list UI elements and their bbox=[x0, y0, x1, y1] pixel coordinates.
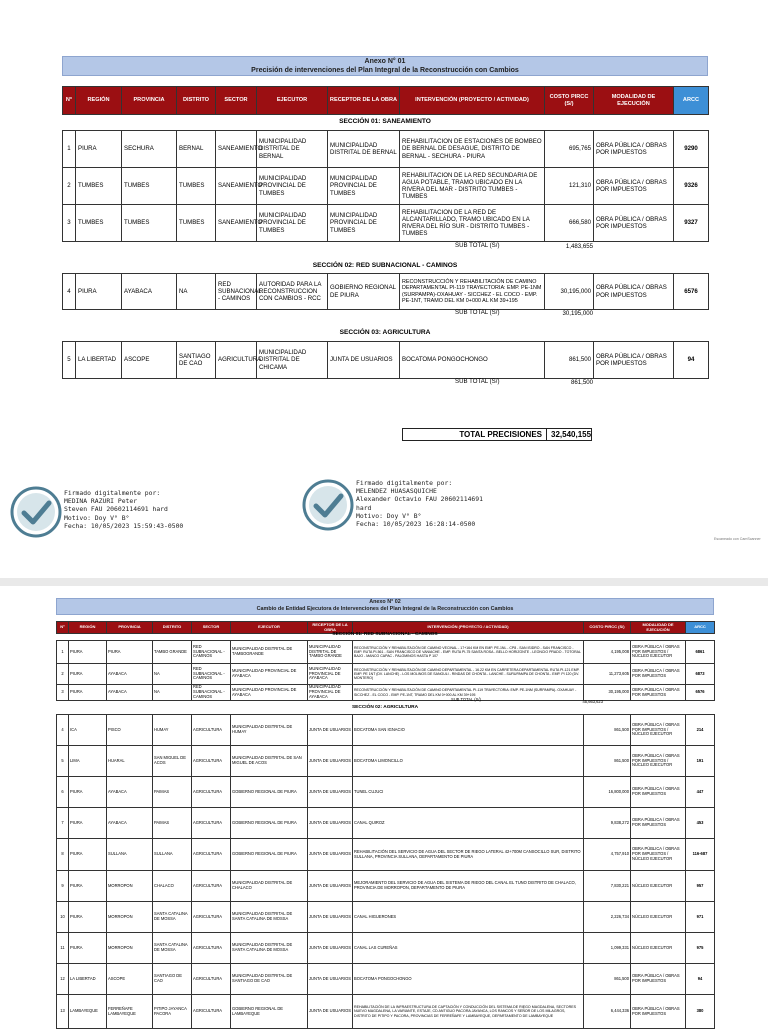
section-title: SECCIÓN 01: SANEAMIENTO bbox=[339, 118, 431, 125]
section-01-table bbox=[62, 130, 709, 242]
row-region: PIURA bbox=[69, 777, 107, 808]
row-provincia: AYABACA bbox=[107, 777, 153, 808]
table-row bbox=[57, 808, 715, 839]
col-header-num: N° bbox=[57, 622, 69, 634]
row-ejecutor: GOBIERNO REGIONAL DE PIURA bbox=[231, 839, 308, 871]
row-intervencion: REHABILITACIÓN DEL SERVICIO DE AGUA DEL SECTOR DE RIEGO LATERAL 42+700M CANSOCILLO SUR, DISTRITO SULLANA, PROVINCIA SULLANA, DEPARTAMENTO DE PIURA bbox=[353, 839, 584, 871]
row-receptor: MUNICIPALIDAD DISTRITAL DE TAMBO GRANDE bbox=[308, 641, 353, 664]
row-num: 8 bbox=[57, 839, 69, 871]
col-header-intervencion: INTERVENCIÓN (PROYECTO / ACTIVIDAD) bbox=[353, 622, 584, 634]
row-ejecutor: MUNICIPALIDAD DISTRITAL DE SAN MIGUEL DE ACOS bbox=[231, 746, 308, 777]
row-provincia: MORROPON bbox=[107, 933, 153, 964]
col-header-provincia: PROVINCIA bbox=[107, 622, 153, 634]
row-costo: 861,500 bbox=[584, 746, 631, 777]
row-receptor: JUNTA DE USUARIOS bbox=[308, 777, 353, 808]
row-distrito: TUMBES bbox=[177, 168, 216, 205]
row-region: PIURA bbox=[69, 871, 107, 902]
row-provincia: FERREÑAFE LAMBAYEQUE bbox=[107, 995, 153, 1029]
table-row bbox=[57, 995, 715, 1029]
row-distrito: SANTA CATALINA DE MOSSA bbox=[153, 933, 192, 964]
annex-2-title: Anexo N° 02 bbox=[369, 599, 401, 605]
row-costo: 1,099,331 bbox=[584, 933, 631, 964]
row-modalidad: OBRA PÚBLICA / OBRAS POR IMPUESTOS / NÚCLEO EJECUTOR bbox=[631, 641, 686, 664]
row-intervencion: BOCATOMA SAN IGNACIO bbox=[353, 715, 584, 746]
signature-line: Alexander Octavio FAU 20602114691 bbox=[356, 495, 483, 504]
row-sector: AGRICULTURA bbox=[192, 902, 231, 933]
row-arcc: 6861 bbox=[686, 641, 715, 664]
row-costo: 861,500 bbox=[545, 342, 594, 379]
table-row bbox=[57, 746, 715, 777]
row-sector: RED SUBNACIONAL - CAMINOS bbox=[192, 664, 231, 685]
col-header-region: REGIÓN bbox=[76, 87, 122, 115]
row-costo: 16,800,000 bbox=[584, 777, 631, 808]
row-distrito: CHALACO bbox=[153, 871, 192, 902]
row-num: 11 bbox=[57, 933, 69, 964]
row-costo: 30,195,000 bbox=[584, 685, 631, 701]
row-receptor: MUNICIPALIDAD DISTRITAL DE BERNAL bbox=[328, 131, 400, 168]
table-row bbox=[63, 131, 709, 168]
signature-line: MELENDEZ HUASASQUICHE bbox=[356, 487, 437, 496]
row-num: 1 bbox=[63, 131, 76, 168]
col-header-receptor: RECEPTOR DE LA OBRA bbox=[308, 622, 353, 634]
row-num: 7 bbox=[57, 808, 69, 839]
row-sector: AGRICULTURA bbox=[192, 746, 231, 777]
annex-1-subtitle: Precisión de intervenciones del Plan Integral de la Reconstrucción con Cambios bbox=[251, 67, 519, 74]
row-ejecutor: MUNICIPALIDAD DISTRITAL DE TAMBOGRANDE bbox=[231, 641, 308, 664]
row-costo: 4,195,008 bbox=[584, 641, 631, 664]
row-distrito: NA bbox=[153, 685, 192, 701]
row-costo: 2,226,734 bbox=[584, 902, 631, 933]
row-intervencion: REHABILITACION DE ESTACIONES DE BOMBEO DE BERNAL DE DESAGUE, DISTRITO DE BERNAL - SECHURA - PIURA bbox=[400, 131, 545, 168]
signature-line: Steven FAU 20602114691 hard bbox=[64, 505, 168, 514]
row-intervencion: RECONSTRUCCIÓN Y REHABILITACIÓN DE CAMINO VECINAL - 17+164 KM EN EMP. PE-1NL - CP8 - SAN ISIDRO - SAN FRANCISCO - EMP. RUTA PI-561 - SAN FRANCISCO DE VANIACHE - EMP. RUTA PI-75 SANTA ROSA - BELLO HORIZONTE - LEONCIO PRADO - TOTORAL BAJO - MANCO CAPAC - PALOMINOS HASTA P 107 bbox=[353, 641, 584, 664]
section-02-table bbox=[62, 273, 709, 310]
row-distrito: HUMAY bbox=[153, 715, 192, 746]
subtotal-value: 45,663,623 bbox=[582, 699, 603, 704]
row-provincia: MORROPON bbox=[107, 871, 153, 902]
row-arcc: 9327 bbox=[674, 205, 709, 242]
subtotal-label: SUB TOTAL (S/) bbox=[455, 378, 500, 385]
row-modalidad: OBRA PÚBLICA / OBRAS POR IMPUESTOS / NÚCLEO EJECUTOR bbox=[631, 715, 686, 746]
row-ejecutor: MUNICIPALIDAD PROVINCIAL DE TUMBES bbox=[257, 205, 328, 242]
row-receptor: JUNTA DE USUARIOS bbox=[308, 964, 353, 995]
row-arcc: 975 bbox=[686, 933, 715, 964]
row-ejecutor: MUNICIPALIDAD DISTRITAL DE SANTA CATALINA DE MOSSA bbox=[231, 933, 308, 964]
row-modalidad: OBRA PÚBLICA / OBRAS POR IMPUESTOS bbox=[594, 168, 674, 205]
row-modalidad: OBRA PÚBLICA / OBRAS POR IMPUESTOS bbox=[594, 131, 674, 168]
row-sector: SANEAMIENTO bbox=[216, 131, 257, 168]
subtotal-label: SUB TOTAL (S/) bbox=[455, 242, 500, 249]
row-receptor: JUNTA DE USUARIOS bbox=[308, 839, 353, 871]
row-modalidad: OBRA PÚBLICA / OBRAS POR IMPUESTOS bbox=[631, 664, 686, 685]
annex-2-section-01-table bbox=[56, 640, 715, 701]
section-title: SECCIÓN 01: RED SUBNACIONAL - CAMINOS bbox=[332, 632, 438, 637]
row-distrito: NA bbox=[177, 274, 216, 310]
col-header-sector: SECTOR bbox=[192, 622, 231, 634]
col-header-receptor: RECEPTOR DE LA OBRA bbox=[328, 87, 400, 115]
row-region: LA LIBERTAD bbox=[76, 342, 122, 379]
row-provincia: PISCO bbox=[107, 715, 153, 746]
row-sector: RED SUBNACIONAL - CAMINOS bbox=[192, 685, 231, 701]
subtotal-row bbox=[62, 378, 708, 386]
row-region: TUMBES bbox=[76, 205, 122, 242]
row-modalidad: OBRA PÚBLICA / OBRAS POR IMPUESTOS bbox=[594, 274, 674, 310]
row-region: PIURA bbox=[69, 902, 107, 933]
subtotal-label: SUB TOTAL (S/) bbox=[455, 309, 500, 316]
table-row bbox=[57, 964, 715, 995]
row-distrito: BERNAL bbox=[177, 131, 216, 168]
col-header-arcc: ARCC bbox=[686, 622, 715, 634]
row-distrito: SULLANA bbox=[153, 839, 192, 871]
row-costo: 861,500 bbox=[584, 964, 631, 995]
row-provincia: PIURA bbox=[107, 641, 153, 664]
row-num: 4 bbox=[57, 715, 69, 746]
row-region: PIURA bbox=[69, 641, 107, 664]
row-receptor: MUNICIPALIDAD PROVINCIAL DE AYABACA bbox=[308, 664, 353, 685]
row-provincia: MORROPON bbox=[107, 902, 153, 933]
annex-2-page bbox=[0, 586, 768, 1024]
scanner-watermark: Escaneado con CamScanner bbox=[714, 537, 761, 541]
row-ejecutor: MUNICIPALIDAD PROVINCIAL DE AYABACA bbox=[231, 664, 308, 685]
row-costo: 6,444,336 bbox=[584, 995, 631, 1029]
section-title: SECCIÓN 03: AGRICULTURA bbox=[339, 329, 431, 336]
row-costo: 666,580 bbox=[545, 205, 594, 242]
row-receptor: JUNTA DE USUARIOS bbox=[308, 715, 353, 746]
row-arcc: 971 bbox=[686, 902, 715, 933]
row-region: LAMBAYEQUE bbox=[69, 995, 107, 1029]
subtotal-value: 30,195,000 bbox=[562, 310, 593, 317]
total-value: 32,540,155 bbox=[551, 430, 592, 439]
row-modalidad: NÚCLEO EJECUTOR bbox=[631, 871, 686, 902]
row-receptor: GOBIERNO REGIONAL DE PIURA bbox=[328, 274, 400, 310]
col-header-intervencion: INTERVENCIÓN (PROYECTO / ACTIVIDAD) bbox=[400, 87, 545, 115]
row-intervencion: RECONSTRUCCIÓN Y REHABILITACIÓN DE CAMINO DEPARTAMENTAL PI-119 TRAYECTORIA: EMP. PE-1NM (SURPAMPA)-OXAHUAY - SICCHEZ - EL COCO - EMP. PE-1NT, TRAMO DEL KM 0+000 AL KM 39+195 bbox=[400, 274, 545, 310]
row-modalidad: OBRA PÚBLICA / OBRAS POR IMPUESTOS bbox=[594, 205, 674, 242]
col-header-modalidad: MODALIDAD DE EJECUCIÓN bbox=[594, 87, 674, 115]
col-header-region: REGIÓN bbox=[69, 622, 107, 634]
annex-1-title: Anexo N° 01 bbox=[364, 58, 406, 65]
row-provincia: AYABACA bbox=[122, 274, 177, 310]
total-precisiones-box bbox=[402, 428, 592, 441]
row-modalidad: OBRA PÚBLICA / OBRAS POR IMPUESTOS bbox=[594, 342, 674, 379]
row-num: 6 bbox=[57, 777, 69, 808]
row-arcc: 957 bbox=[686, 871, 715, 902]
row-sector: RED SUBNACIONAL - CAMINOS bbox=[192, 641, 231, 664]
signature-line: Motivo: Doy V° B° bbox=[64, 513, 130, 522]
row-region: PIURA bbox=[76, 131, 122, 168]
signature-line: hard bbox=[356, 503, 372, 512]
row-intervencion: CANAL LAS CUREÑAS bbox=[353, 933, 584, 964]
row-arcc: 94 bbox=[686, 964, 715, 995]
row-arcc: 9326 bbox=[674, 168, 709, 205]
row-modalidad: OBRA PÚBLICA / OBRAS POR IMPUESTOS / NÚCLEO EJECUTOR bbox=[631, 746, 686, 777]
row-ejecutor: MUNICIPALIDAD PROVINCIAL DE AYABACA bbox=[231, 685, 308, 701]
row-modalidad: OBRA PÚBLICA / OBRAS POR IMPUESTOS bbox=[631, 685, 686, 701]
row-intervencion: TUNEL CUJUCI bbox=[353, 777, 584, 808]
row-intervencion: CANAL QUIROZ bbox=[353, 808, 584, 839]
row-region: TUMBES bbox=[76, 168, 122, 205]
signature-line: MEDINA RAZURI Peter bbox=[64, 497, 138, 506]
row-receptor: JUNTA DE USUARIOS bbox=[308, 902, 353, 933]
row-num: 2 bbox=[57, 664, 69, 685]
row-distrito: SANTIAGO DE CAO bbox=[177, 342, 216, 379]
row-provincia: HUARAL bbox=[107, 746, 153, 777]
row-provincia: AYABACA bbox=[107, 664, 153, 685]
row-sector: AGRICULTURA bbox=[192, 715, 231, 746]
row-sector: SANEAMIENTO bbox=[216, 205, 257, 242]
table-row bbox=[57, 902, 715, 933]
row-receptor: JUNTA DE USUARIOS bbox=[308, 746, 353, 777]
signature-line: Motivo: Doy V° B° bbox=[356, 511, 422, 520]
row-costo: 7,830,221 bbox=[584, 871, 631, 902]
subtotal-row bbox=[62, 309, 708, 317]
table-row bbox=[57, 664, 715, 685]
row-region: LA LIBERTAD bbox=[69, 964, 107, 995]
row-distrito: SANTIAGO DE CAO bbox=[153, 964, 192, 995]
row-intervencion: MEJORAMIENTO DEL SERVICIO DE AGUA DEL SISTEMA DE RIEGO DEL CANAL EL TUNO DISTRITO DE CHALACO, PROVINCIA DE MORROPON, DEPARTAMENTO DE PIURA bbox=[353, 871, 584, 902]
col-header-costo: COSTO PIRCC (S/) bbox=[545, 87, 594, 115]
row-arcc: 214 bbox=[686, 715, 715, 746]
row-num: 2 bbox=[63, 168, 76, 205]
row-costo: 4,757,910 bbox=[584, 839, 631, 871]
row-sector: AGRICULTURA bbox=[192, 995, 231, 1029]
row-receptor: MUNICIPALIDAD PROVINCIAL DE TUMBES bbox=[328, 205, 400, 242]
row-distrito: PAIMAS bbox=[153, 777, 192, 808]
row-intervencion: RECONSTRUCCIÓN Y REHABILITACIÓN DE CAMINO DEPARTAMENTAL - 16.22 KM EN CARRETERA DEPARTAMENTAL RUTA PI-121 EMP. EMP. PE 1NT (DV. LANCHE) - LOS MOLINOS DE SANGULI - RINDAS DE CHONTA - LANCHE - SURUPAMPA DE CHONTA - EMP. PI 120 (DV. MONTERO) bbox=[353, 664, 584, 685]
check-circle-icon bbox=[8, 484, 64, 540]
row-provincia: ASCOPE bbox=[107, 964, 153, 995]
row-receptor: MUNICIPALIDAD PROVINCIAL DE AYABACA bbox=[308, 685, 353, 701]
row-ejecutor: GOBIERNO REGIONAL DE LAMBAYEQUE bbox=[231, 995, 308, 1029]
signature-line: Firmado digitalmente por: bbox=[356, 479, 453, 487]
row-provincia: SULLANA bbox=[107, 839, 153, 871]
row-region: PIURA bbox=[69, 685, 107, 701]
row-intervencion: CANAL HIGUERONES bbox=[353, 902, 584, 933]
row-ejecutor: GOBIERNO REGIONAL DE PIURA bbox=[231, 808, 308, 839]
table-row bbox=[57, 641, 715, 664]
col-header-sector: SECTOR bbox=[216, 87, 257, 115]
row-costo: 121,310 bbox=[545, 168, 594, 205]
col-header-ejecutor: EJECUTOR bbox=[231, 622, 308, 634]
row-intervencion: REHABILITACION DE LA RED DE ALCANTARILLADO, TRAMO UBICADO EN LA RIVERA DEL RÍO SUR - DISTRITO TUMBES - TUMBES bbox=[400, 205, 545, 242]
annex-1-header bbox=[62, 56, 708, 76]
table-row bbox=[63, 342, 709, 379]
check-circle-icon bbox=[300, 477, 356, 533]
signature-line: Fecha: 10/05/2023 15:59:43-0500 bbox=[64, 521, 184, 530]
row-costo: 30,195,000 bbox=[545, 274, 594, 310]
row-num: 9 bbox=[57, 871, 69, 902]
row-num: 12 bbox=[57, 964, 69, 995]
section-03-table bbox=[62, 341, 709, 379]
row-sector: AGRICULTURA bbox=[192, 871, 231, 902]
row-receptor: JUNTA DE USUARIOS bbox=[308, 808, 353, 839]
table-row bbox=[57, 839, 715, 871]
row-intervencion: REHABILITACIÓN DE LA INFRAESTRUCTURA DE CAPTACIÓN Y CONDUCCIÓN DEL SISTEMA DE RIEGO MAGDALENA, SECTORES NUEVO MAGDALENA, LA VARIANTE, ESTAJE, CD ANTIGUO PACORA JAYANCA, LOS RANCOS Y SEÑOR DE LOS MILAGROS, DISTRITO DE PITIPO Y PACORA, PROVINCIAS DE FERREÑAFE Y LAMBAYEQUE, DEPARTAMENTO DE LAMBAYEQUE bbox=[353, 995, 584, 1029]
row-modalidad: NÚCLEO EJECUTOR bbox=[631, 933, 686, 964]
row-distrito: SAN MIGUEL DE ACOS bbox=[153, 746, 192, 777]
row-provincia: TUMBES bbox=[122, 205, 177, 242]
annex-2-section-02-table bbox=[56, 714, 715, 1029]
row-arcc: 447 bbox=[686, 777, 715, 808]
signature-line: Fecha: 10/05/2023 16:28:14-0500 bbox=[356, 520, 476, 529]
col-header-distrito: DISTRITO bbox=[153, 622, 192, 634]
row-ejecutor: MUNICIPALIDAD DISTRITAL DE SANTIAGO DE CAO bbox=[231, 964, 308, 995]
subtotal-label: SUB TOTAL (S/) bbox=[451, 697, 481, 702]
row-arcc: 453 bbox=[686, 808, 715, 839]
row-region: ICA bbox=[69, 715, 107, 746]
row-costo: 11,273,605 bbox=[584, 664, 631, 685]
row-sector: SANEAMIENTO bbox=[216, 168, 257, 205]
row-modalidad: OBRA PÚBLICA / OBRAS POR IMPUESTOS / NÚCLEO EJECUTOR bbox=[631, 839, 686, 871]
table-row bbox=[57, 777, 715, 808]
row-receptor: JUNTA DE USUARIOS bbox=[308, 871, 353, 902]
col-header-num: N° bbox=[63, 87, 76, 115]
table-row bbox=[57, 933, 715, 964]
row-sector: AGRICULTURA bbox=[192, 839, 231, 871]
row-distrito: TUMBES bbox=[177, 205, 216, 242]
section-title: SECCIÓN 02: RED SUBNACIONAL - CAMINOS bbox=[312, 262, 458, 269]
row-modalidad: OBRA PÚBLICA / OBRAS POR IMPUESTOS bbox=[631, 777, 686, 808]
row-provincia: AYABACA bbox=[107, 808, 153, 839]
row-distrito: PAIMAS bbox=[153, 808, 192, 839]
row-num: 4 bbox=[63, 274, 76, 310]
row-ejecutor: MUNICIPALIDAD DISTRITAL DE BERNAL bbox=[257, 131, 328, 168]
subtotal-value: 861,500 bbox=[570, 379, 593, 386]
row-receptor: JUNTA DE USUARIOS bbox=[308, 995, 353, 1029]
row-arcc: 6576 bbox=[674, 274, 709, 310]
row-modalidad: OBRA PÚBLICA / OBRAS POR IMPUESTOS bbox=[631, 995, 686, 1029]
row-region: PIURA bbox=[69, 839, 107, 871]
table-row bbox=[63, 168, 709, 205]
row-provincia: ASCOPE bbox=[122, 342, 177, 379]
row-num: 3 bbox=[63, 205, 76, 242]
row-provincia: SECHURA bbox=[122, 131, 177, 168]
row-distrito: PITIPO JAYANCA PACORA bbox=[153, 995, 192, 1029]
row-region: LIMA bbox=[69, 746, 107, 777]
row-intervencion: BOCATOMA PONGOCHONGO bbox=[400, 342, 545, 379]
annex-2-subtitle: Cambio de Entidad Ejecutora de Intervenciones del Plan Integral de la Reconstrucción con Cambios bbox=[256, 606, 514, 612]
col-header-distrito: DISTRITO bbox=[177, 87, 216, 115]
row-ejecutor: MUNICIPALIDAD DISTRITAL DE CHICAMA bbox=[257, 342, 328, 379]
row-modalidad: OBRA PÚBLICA / OBRAS POR IMPUESTOS bbox=[631, 808, 686, 839]
table-row bbox=[57, 715, 715, 746]
row-provincia: AYABACA bbox=[107, 685, 153, 701]
row-provincia: TUMBES bbox=[122, 168, 177, 205]
signature-line: Firmado digitalmente por: bbox=[64, 489, 161, 497]
row-arcc: 116-687 bbox=[686, 839, 715, 871]
row-num: 1 bbox=[57, 641, 69, 664]
col-header-modalidad: MODALIDAD DE EJECUCIÓN bbox=[631, 622, 686, 634]
subtotal-value: 1,483,655 bbox=[565, 243, 593, 250]
table-row bbox=[57, 871, 715, 902]
row-num: 3 bbox=[57, 685, 69, 701]
row-arcc: 380 bbox=[686, 995, 715, 1029]
row-sector: AGRICULTURA bbox=[192, 964, 231, 995]
row-distrito: SANTA CATALINA DE MOSSA bbox=[153, 902, 192, 933]
row-sector: AGRICULTURA bbox=[216, 342, 257, 379]
row-region: PIURA bbox=[69, 808, 107, 839]
row-region: PIURA bbox=[76, 274, 122, 310]
annex-1-header-row bbox=[62, 86, 709, 115]
row-ejecutor: MUNICIPALIDAD DISTRITAL DE SANTA CATALINA DE MOSSA bbox=[231, 902, 308, 933]
row-sector: RED SUBNACIONAL - CAMINOS bbox=[216, 274, 257, 310]
row-ejecutor: GOBIERNO REGIONAL DE PIURA bbox=[231, 777, 308, 808]
digital-signature-1 bbox=[8, 484, 228, 540]
row-ejecutor: MUNICIPALIDAD DISTRITAL DE CHALACO bbox=[231, 871, 308, 902]
subtotal-row bbox=[62, 242, 708, 250]
row-intervencion: RECONSTRUCCIÓN Y REHABILITACIÓN DE CAMINO DEPARTAMENTAL PI-119 TRAYECTORIA: EMP. PE-1NM (SURPAMPA)- OXAHUAY - SICCHEZ - EL COCO - EMP. PE-1NT, TRAMO DEL KM 0+000 AL KM 39+195 bbox=[353, 685, 584, 701]
col-header-costo: COSTO PIRCC (S/) bbox=[584, 622, 631, 634]
table-row bbox=[63, 274, 709, 310]
page-separator bbox=[0, 578, 768, 586]
row-num: 5 bbox=[63, 342, 76, 379]
table-row bbox=[63, 205, 709, 242]
row-num: 13 bbox=[57, 995, 69, 1029]
col-header-provincia: PROVINCIA bbox=[122, 87, 177, 115]
row-arcc: 94 bbox=[674, 342, 709, 379]
row-ejecutor: MUNICIPALIDAD PROVINCIAL DE TUMBES bbox=[257, 168, 328, 205]
row-arcc: 6576 bbox=[686, 685, 715, 701]
row-intervencion: BOCATOMA LIMONCILLO bbox=[353, 746, 584, 777]
row-ejecutor: MUNICIPALIDAD DISTRITAL DE HUMAY bbox=[231, 715, 308, 746]
row-receptor: MUNICIPALIDAD PROVINCIAL DE TUMBES bbox=[328, 168, 400, 205]
col-header-ejecutor: EJECUTOR bbox=[257, 87, 328, 115]
annex-2-header bbox=[56, 598, 714, 615]
row-costo: 695,765 bbox=[545, 131, 594, 168]
row-costo: 9,838,272 bbox=[584, 808, 631, 839]
row-receptor: JUNTA DE USUARIOS bbox=[328, 342, 400, 379]
row-distrito: TAMBO GRANDE bbox=[153, 641, 192, 664]
section-title: SECCIÓN 02: AGRICULTURA bbox=[351, 705, 419, 710]
row-modalidad: NÚCLEO EJECUTOR bbox=[631, 902, 686, 933]
row-intervencion: BOCATOMA PONGOCHONGO bbox=[353, 964, 584, 995]
digital-signature-2 bbox=[300, 477, 530, 537]
row-num: 10 bbox=[57, 902, 69, 933]
row-arcc: 191 bbox=[686, 746, 715, 777]
row-num: 5 bbox=[57, 746, 69, 777]
row-region: PIURA bbox=[69, 664, 107, 685]
row-sector: AGRICULTURA bbox=[192, 777, 231, 808]
col-header-arcc: ARCC bbox=[674, 87, 709, 115]
row-costo: 861,500 bbox=[584, 715, 631, 746]
row-receptor: JUNTA DE USUARIOS bbox=[308, 933, 353, 964]
row-modalidad: OBRA PÚBLICA / OBRAS POR IMPUESTOS bbox=[631, 964, 686, 995]
subtotal-row bbox=[56, 698, 714, 705]
row-arcc: 9290 bbox=[674, 131, 709, 168]
row-intervencion: REHABILITACION DE LA RED SECUNDARIA DE AGUA POTABLE, TRAMO UBICADO EN LA RIVERA DEL MAR - DISTRITO TUMBES - TUMBES bbox=[400, 168, 545, 205]
row-sector: AGRICULTURA bbox=[192, 933, 231, 964]
row-arcc: 6873 bbox=[686, 664, 715, 685]
row-region: PIURA bbox=[69, 933, 107, 964]
total-label: TOTAL PRECISIONES bbox=[403, 429, 547, 440]
row-ejecutor: AUTORIDAD PARA LA RECONSTRUCCION CON CAMBIOS - RCC bbox=[257, 274, 328, 310]
row-distrito: NA bbox=[153, 664, 192, 685]
row-sector: AGRICULTURA bbox=[192, 808, 231, 839]
